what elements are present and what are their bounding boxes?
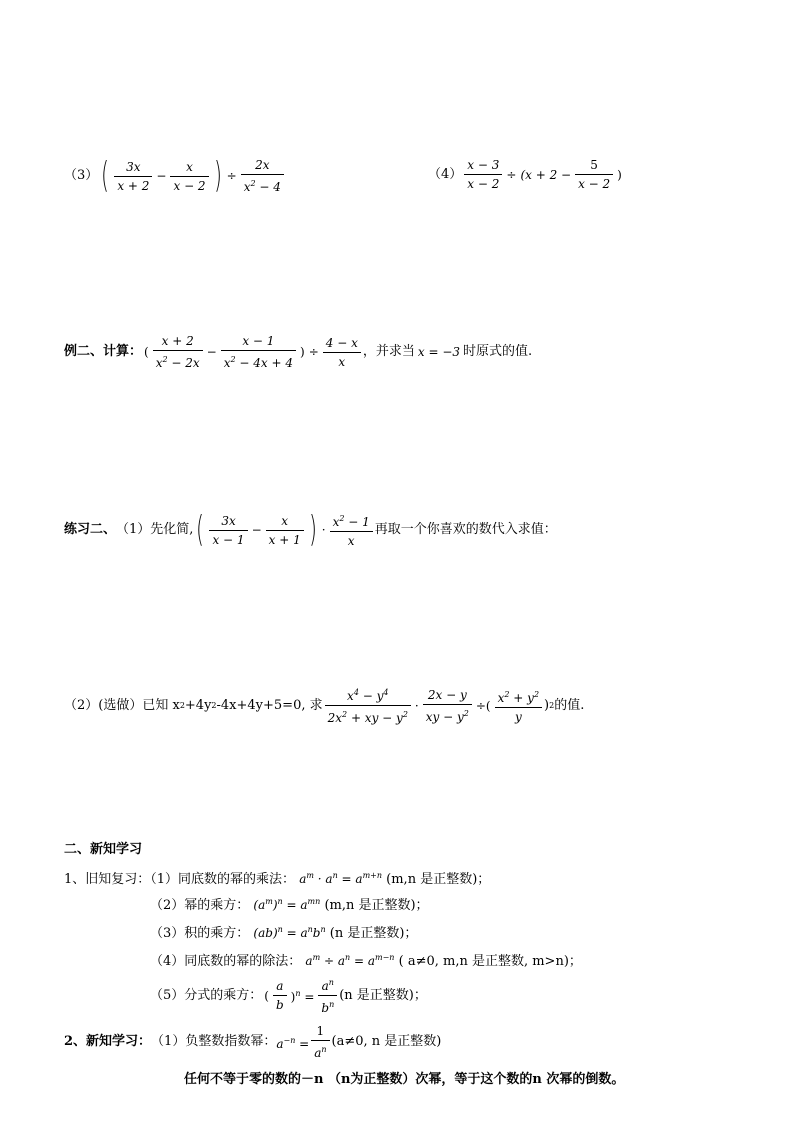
open-paren: ( (196, 509, 205, 550)
num-var: x (332, 515, 340, 529)
condition: x = −3 (417, 345, 461, 359)
denominator: b (275, 998, 284, 1012)
operator: ÷( (475, 698, 491, 713)
denominator: $a^n$ (314, 1045, 327, 1060)
den-var: x (155, 356, 163, 370)
open-paren: ( (144, 345, 149, 359)
den-tail: − 4x + 4 (235, 356, 294, 370)
den-var: xy − y (425, 709, 464, 724)
den-tail: + xy − y (347, 711, 403, 725)
review-label: 1、旧知复习： (64, 872, 151, 887)
denominator: x (347, 534, 355, 548)
review-r2 (150, 894, 429, 914)
denominator: x (338, 354, 346, 369)
note: (a≠0, n 是正整数) (331, 1034, 442, 1049)
practice-heading: 练习二、 (64, 522, 117, 537)
den-var: 2x (327, 711, 343, 725)
fraction (273, 979, 287, 1012)
note: (n 是正整数)； (329, 926, 418, 941)
review-r4 (150, 950, 582, 970)
practice-2-part-2: （2）(选做）已知 x 2 +4y 2 -4x+4y+5=0, 求 $\frac{x^4 - y^4}{2x^2 + xy - y^2}$ · $\frac{2x - y}{xy - y^2}$ ÷( $\frac{x^2 + y^2}{y}$ ) 2 的值. (64, 687, 585, 725)
fraction (241, 158, 284, 194)
close-paren: ) (308, 509, 317, 550)
numerator: $x^4 - y^4$ (325, 686, 411, 706)
text: （1）先化简, (116, 522, 194, 537)
operator: − (251, 523, 262, 537)
close-paren: )$^n$ = (290, 989, 315, 1004)
den-var: x (223, 356, 231, 370)
numerator: x (170, 160, 208, 177)
fraction (318, 976, 337, 1015)
text: -4x+4y+5=0, 求 (216, 697, 323, 713)
close-paren: ) (617, 167, 622, 182)
numerator: 1 (311, 1024, 329, 1041)
new-item: （1）负整数指数幂： (151, 1034, 277, 1049)
new-label: 2、新知学习： (64, 1034, 152, 1049)
review-r1 (64, 868, 490, 888)
close-paren: ) (544, 697, 550, 713)
num-var: x (347, 689, 354, 703)
operator: ÷ (226, 169, 237, 183)
text: 的值. (554, 697, 585, 713)
num-var: x (497, 690, 505, 705)
denominator: xy − $y^2$ (425, 708, 469, 724)
fraction (209, 514, 247, 547)
denominator: x − 2 (578, 177, 611, 191)
text: （2）(选做）已知 x (64, 697, 180, 713)
denominator: x + 1 (268, 532, 301, 547)
fraction (170, 160, 208, 193)
operator: − (156, 169, 167, 183)
open-paren: ( (101, 155, 110, 196)
operator: − (206, 345, 217, 359)
denominator: $2x^2$ + xy − $y^2$ (327, 710, 408, 725)
problem-3 (64, 155, 286, 196)
note: (m,n 是正整数)； (324, 898, 429, 913)
fraction (114, 160, 152, 193)
fraction (325, 686, 411, 725)
numerator: x + 2 (153, 334, 203, 351)
review-r5 (150, 976, 427, 1015)
numerator: a (273, 979, 287, 996)
den-tail: − 4 (255, 180, 281, 194)
practice-2-part-1 (64, 509, 557, 550)
numerator: $x^2 - 1$ (330, 512, 373, 532)
fraction (464, 158, 502, 191)
text: 时原式的值. (463, 344, 533, 359)
numerator: $a^n$ (318, 976, 337, 996)
fraction (495, 688, 542, 724)
fraction (323, 336, 361, 369)
new-knowledge (64, 1024, 441, 1060)
numerator: 2x − y (423, 688, 472, 705)
formula: $(a^m)^n = a^{mn}$ (253, 897, 321, 912)
review-item: （4）同底数的幂的除法： (150, 954, 302, 969)
fraction (221, 334, 296, 370)
fraction (311, 1024, 329, 1060)
close-paren: ) (300, 345, 305, 359)
formula: $a^{-n}$ = (276, 1035, 310, 1051)
formula: $(ab)^n = a^nb^n$ (253, 925, 326, 940)
numerator: x − 3 (464, 158, 502, 175)
formula: $a^m \cdot a^n = a^{m+n}$ (299, 871, 383, 886)
operator: ÷ (308, 345, 319, 359)
text: 再取一个你喜欢的数代入求值： (374, 522, 557, 537)
operator: · (414, 698, 419, 713)
review-item: （1）同底数的幂的乘法： (150, 872, 296, 887)
numerator: x − 1 (221, 334, 296, 351)
den-tail: − 2x (167, 356, 200, 370)
denominator: y (514, 709, 522, 724)
review-item: （5）分式的乘方： (150, 987, 263, 1003)
example-2 (64, 334, 532, 370)
numerator: x (266, 514, 304, 531)
open-paren: ( (264, 988, 269, 1003)
review-item: （3）积的乘方： (150, 926, 250, 941)
denominator: $x^2 - 4x + 4$ (223, 355, 294, 370)
num-tail: + y (509, 690, 534, 705)
denominator: $x^2 - 2x$ (155, 355, 200, 370)
problem-4 (428, 158, 624, 191)
section-heading: 二、新知学习 (64, 842, 143, 857)
numerator: 4 − x (323, 336, 361, 353)
problem-4-label: （4） (428, 166, 463, 182)
fraction (330, 512, 373, 548)
review-r3 (150, 922, 417, 942)
note: ( a≠0, m,n 是正整数, m>n)； (398, 954, 582, 969)
note: (m,n 是正整数)； (386, 872, 491, 887)
text: +4y (184, 697, 212, 713)
fraction (423, 688, 472, 724)
numerator: 3x (114, 160, 152, 177)
den-var: x (243, 180, 251, 194)
denominator: $x^2 - 4$ (243, 179, 281, 194)
denominator: x − 1 (212, 532, 245, 547)
review-item: （2）幂的乘方： (150, 898, 250, 913)
operator: ÷ (506, 167, 517, 182)
text: ，并求当 (362, 344, 415, 359)
fraction (266, 514, 304, 547)
close-paren: ) (213, 155, 222, 196)
numerator: 2x (241, 158, 284, 175)
rule-statement: 任何不等于零的数的－n （n为正整数）次幂，等于这个数的n 次幂的倒数。 (184, 1072, 625, 1087)
numerator: 3x (209, 514, 247, 531)
num-tail: − y (358, 689, 384, 703)
denominator: $b^n$ (321, 1000, 335, 1015)
formula: $a^m \div a^n = a^{m-n}$ (305, 953, 395, 968)
num-tail: − 1 (344, 515, 370, 529)
fraction (575, 158, 613, 191)
problem-3-label: （3） (64, 168, 99, 183)
example-heading: 例二、计算： (64, 344, 143, 359)
numerator: 5 (575, 158, 613, 175)
numerator: $x^2 + y^2$ (495, 688, 542, 708)
denominator: x − 2 (173, 178, 206, 193)
denominator: x + 2 (117, 178, 150, 193)
note: (n 是正整数)； (339, 987, 427, 1003)
denominator: x − 2 (467, 177, 500, 191)
expression: (x + 2 − (520, 167, 572, 182)
fraction (153, 334, 203, 370)
operator: · (321, 523, 326, 537)
